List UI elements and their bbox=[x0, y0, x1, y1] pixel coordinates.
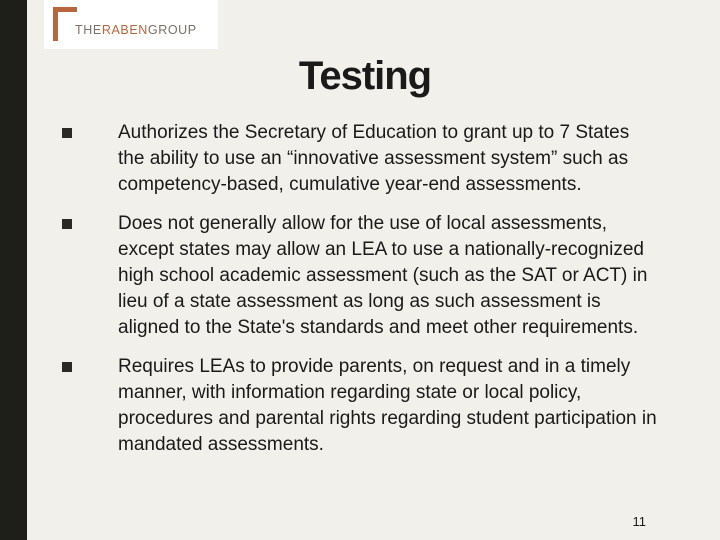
logo-text: THERABENGROUP bbox=[75, 23, 197, 37]
bullet-item bbox=[58, 120, 658, 198]
logo-mark-icon bbox=[53, 7, 77, 41]
company-logo bbox=[44, 0, 218, 49]
bullet-item bbox=[58, 354, 658, 458]
bullet-text: Requires LEAs to provide parents, on request and in a timely manner, with information regarding state or local policy, procedures and parental rights regarding student participation in mandated assessments. bbox=[118, 356, 657, 455]
square-bullet-icon bbox=[62, 219, 72, 229]
bullet-item bbox=[58, 211, 658, 341]
square-bullet-icon bbox=[62, 128, 72, 138]
slide-title: Testing bbox=[298, 54, 432, 98]
bullet-text: Does not generally allow for the use of local assessments, except states may allow an LEA to use a nationally-recognized high school academic assessment (such as the SAT or ACT) in lieu of a state assessment as long as such assessment is aligned to the State's standards and meet other requirements. bbox=[118, 213, 648, 338]
bullet-text: Authorizes the Secretary of Education to grant up to 7 States the ability to use an “innovative assessment system” such as competency-based, cumulative year-end assessments. bbox=[118, 122, 630, 195]
bullet-list bbox=[58, 120, 658, 471]
square-bullet-icon bbox=[62, 362, 72, 372]
page-number: 11 bbox=[632, 514, 646, 529]
